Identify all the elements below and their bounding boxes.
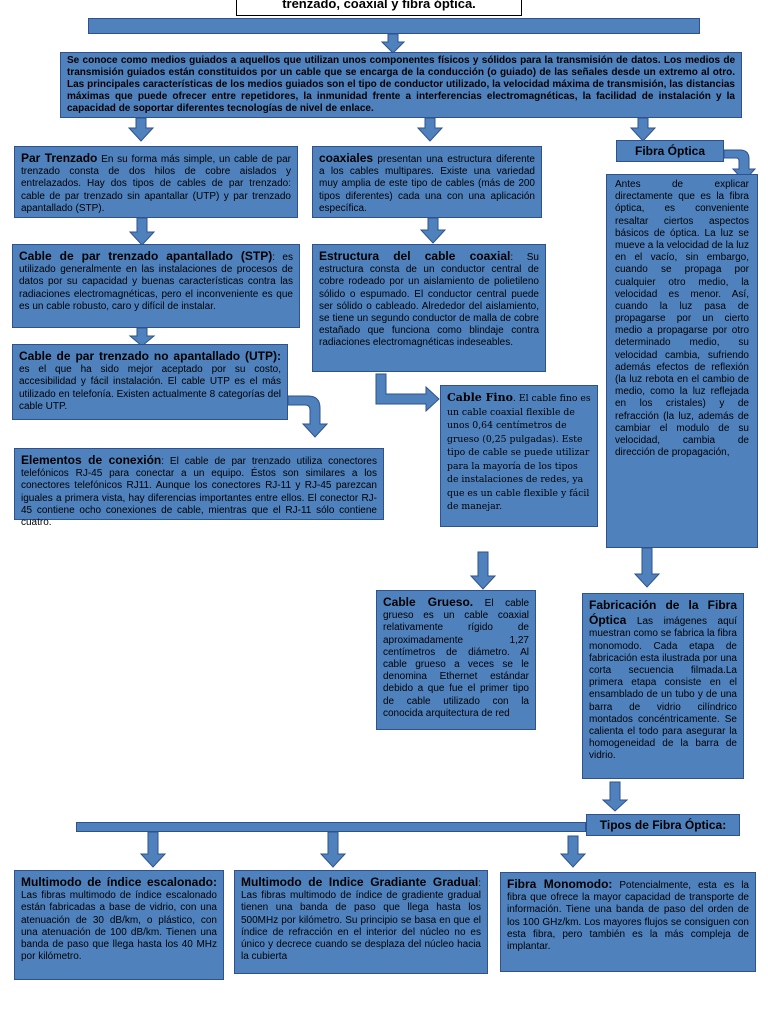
multimodo-escalonado-title: Multimodo de índice escalonado: [21, 875, 217, 889]
fibra-optica-text: Antes de explicar directamente que es la fibra óptica, es conveniente resaltar ciertos aspectos básicos de óptica. La luz se mueve a la velocidad de la luz en el vacío, sin embargo, cuando se propaga por cualquier otro medio, la velocidad es menor. Así, cuando la luz pasa de propagarse por un cierto medio a propagarse por otro determinado medio, su velocidad cambia, sufriendo además efectos de reflexión (la luz rebota en el cambio de medio, como la luz reflejada en los cristales) y de refracción (la luz, además de cambiar el modulo de su velocidad, cambia de dirección de propagación, [615, 179, 749, 459]
conexion-title: Elementos de conexión [21, 453, 162, 467]
utp-text: es el que ha sido mejor aceptado por su costo, accesibilidad y fácil instalación. El cable UTP es el más utilizado en telefonía. Existen actualmente 8 categorías del cable UTP. [19, 364, 281, 412]
multimodo-gradiente-title: Multimodo de Indice Gradiante Gradual [241, 875, 479, 889]
tipos-label [586, 814, 740, 836]
cable-fino-box [440, 385, 598, 527]
cable-grueso-text: El cable grueso es un cable coaxial relativamente rígido de aproximadamente 1,27 centímetros de diámetro. Al cable grueso a veces se le denomina Ethernet estándar debido a que fue el primer tipo de cable utilizado con la conocida arquitectura de red [383, 598, 530, 719]
cable-grueso-box [376, 590, 536, 730]
stp-box [12, 244, 300, 328]
utp-box [12, 344, 288, 420]
utp-title: Cable de par trenzado no apantallado (UTP): [19, 349, 281, 363]
monomodo-box [500, 872, 756, 972]
cable-grueso-title: Cable Grueso. [383, 595, 474, 609]
multimodo-escalonado-box [14, 870, 224, 980]
estructura-text: : Su estructura consta de un conductor central de cobre rodeado por un aislamiento de polietileno sólido o espumado. El conductor central puede ser sólido o cableado. Alrededor del aislamiento, se tiene un segundo conductor de malla de cobre estañado que funciona como blindaje contra radiaciones electromagnéticas indeseables. [319, 252, 539, 349]
estructura-box [312, 244, 546, 372]
coaxiales-text: presentan una estructura diferente a los cables multipares. Existe una variedad muy amplia de este tipo de cables (más de 200 tipos diferentes) cada una con una aplicación específica. [319, 154, 535, 214]
top-bar [88, 18, 700, 34]
cable-fino-text: . El cable fino es un cable coaxial flexible de unos 0,64 centímetros de grueso (0,25 pulgadas). Este tipo de cable se puede utilizar para la mayoría de los tipos de instalaciones de redes, ya que es un cable flexible y fácil de manejar. [447, 393, 591, 513]
fibra-optica-label [616, 140, 724, 162]
page-title: trenzado, coaxial y fibra óptica. [236, 0, 522, 16]
tipos-bar [76, 822, 586, 832]
stp-text: : es utilizado generalmente en las instalaciones de procesos de datos por su capacidad y buenas características contra las radiaciones electromagnéticas, pero el inconveniente es que es un cable robusto, caro y difícil de instalar. [19, 252, 293, 312]
fabricacion-box [582, 593, 744, 779]
multimodo-gradiente-box [234, 870, 488, 974]
intro-box [60, 52, 742, 118]
coaxiales-title: coaxiales [319, 151, 374, 165]
multimodo-escalonado-text: Las fibras multimodo de índice escalonado están fabricadas a base de vidrio, con una atenuación de 30 dB/km, o plástico, con una atenuación de 100 dB/km. Tienen una banda de paso que llega hasta los 40 MHz por kilómetro. [21, 890, 217, 963]
monomodo-text: Potencialmente, esta es la fibra que ofrece la mayor capacidad de transporte de información. Tiene una banda de paso del orden de los 100 GHz/km. Los mayores flujos se consiguen con esta fibra, pero también es la más compleja de implantar. [507, 880, 749, 952]
par-trenzado-title: Par Trenzado [21, 151, 98, 165]
fibra-optica-label-text: Fibra Óptica [634, 144, 705, 158]
intro-text: Se conoce como medios guiados a aquellos que utilizan unos componentes físicos y sólidos para la transmisión de datos. Los medios de transmisión guiados están constituidos por un cable que se encarga de la conducción (o guiado) de las señales desde un extremo al otro. Las principales características de los medios guiados son el tipo de conductor utilizado, la velocidad máxima de transmisión, las distancias máximas que puede ofrecer entre repetidores, la inmunidad frente a interferencias electromagnéticas, la facilidad de instalación y la capacidad de soportar diferentes tecnologías de nivel de enlace. [67, 55, 735, 114]
tipos-label-text: Tipos de Fibra Óptica: [599, 818, 727, 832]
stp-title: Cable de par trenzado apantallado (STP) [19, 249, 273, 263]
fabricacion-title: Fabricación de la Fibra Óptica [589, 598, 737, 628]
cable-fino-title: Cable Fino [447, 391, 513, 404]
coaxiales-box [312, 146, 542, 218]
conexion-text: : El cable de par trenzado utiliza conectores telefónicos RJ-45 para conectar a un equipo. Éstos son similares a los conectores telefónicos RJ11. Aunque los conectores RJ-11 y RJ-45 parezcan iguales a primera vista, hay diferencias importantes entre ellos. El conector RJ-45 contiene ocho conexiones de cable, mientras que el RJ-11 sólo contiene cuatro. [21, 456, 377, 528]
fibra-optica-box [606, 174, 758, 548]
par-trenzado-text: En su forma más simple, un cable de par trenzado consta de dos hilos de cobre aislados y entrelazados. Hay dos tipos de cables de par trenzado: cable de par trenzado sin apantallar (UTP) y par trenzado apantallado (STP). [21, 154, 292, 214]
conexion-box [14, 448, 384, 528]
multimodo-gradiente-text: : Las fibras multimodo de índice de gradiente gradual tienen una banda de paso que llega hasta los 500MHz por kilómetro. Su principio se basa en que el índice de refracción en el interior del núcleo no es único y decrece cuando se desplaza del núcleo hacia la cubierta [241, 878, 481, 963]
par-trenzado-box [14, 146, 298, 218]
estructura-title: Estructura del cable coaxial [319, 249, 511, 263]
monomodo-title: Fibra Monomodo: [507, 877, 613, 891]
fabricacion-text: Las imágenes aquí muestran como se fabrica la fibra monomodo. Cada etapa de fabricación esta ilustrada por una corta secuencia filmada.La primera etapa consiste en el ensamblado de un tubo y de una barra de vidrio cilíndrico montados concéntricamente. Se calienta el todo para asegurar la homogeneidad de la barra de vidrio. [589, 616, 737, 762]
